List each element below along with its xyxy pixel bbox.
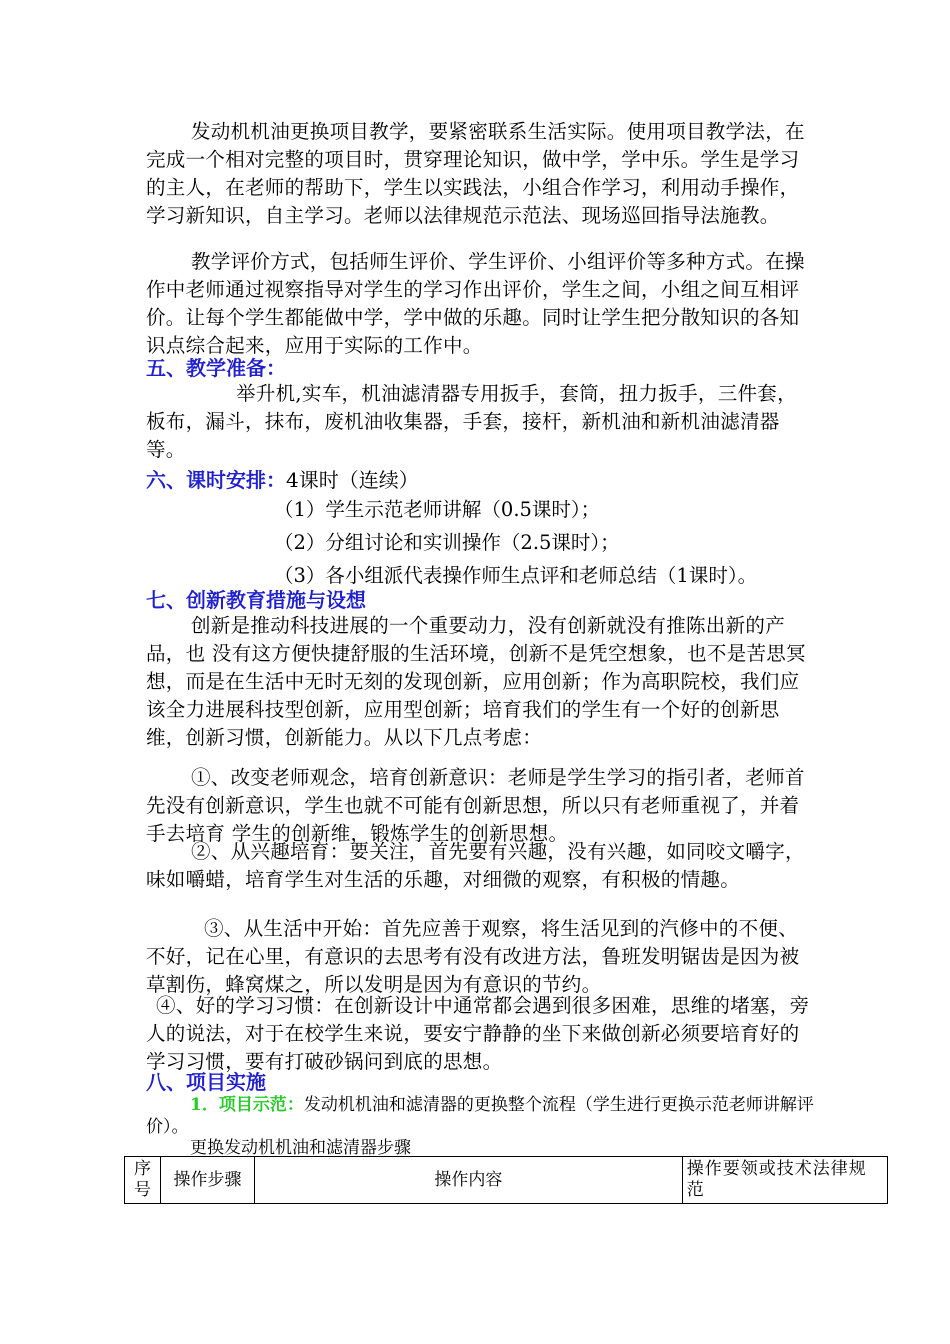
schedule-value: 4课时（连续） [286,468,419,492]
paragraph-point-2: ②、从兴趣培育：要关注，首先要有兴趣，没有兴趣，如同咬文嚼字，味如嚼蜡，培育学生对生活的乐趣，对细微的观察，有积极的情趣。 [146,840,805,891]
table-header-row [125,1157,888,1204]
project-demo-label: 1．项目示范： [190,1095,304,1115]
schedule-item-1: （1）学生示范老师讲解（0.5课时）； [274,498,601,521]
paragraph-point-3: ③、从生活中开始：首先应善于观察，将生活见到的汽修中的不便、不好，记在心里，有意识的去思考有没有改进方法，鲁班发明锯齿是因为被草割伤，蜂窝煤之，所以发明是因为有意识的节约。 [146,917,800,996]
heading-teaching-preparation: 五、教学准备： [146,356,286,380]
header-content: 操作内容 [254,1157,682,1204]
schedule-item-3: （3）各小组派代表操作师生点评和老师总结（1课时）。 [274,564,758,587]
paragraph-point-4: ④、好的学习习惯：在创新设计中通常都会遇到很多困难，思维的堵塞，旁人的说法，对于在校学生来说，要安宁静静的坐下来做创新必须要培育好的学习习惯，要有打破砂锅问到底的思想。 [146,994,810,1073]
paragraph-point-1: ①、改变老师观念，培育创新意识：老师是学生学习的指引者，老师首先没有创新意识，学生也就不可能有创新思想，所以只有老师重视了，并着手去培育 学生的创新维，锻炼学生的创新思想。 [146,766,805,845]
heading-schedule: 六、课时安排：4课时（连续） [146,468,419,492]
paragraph-preparation: 举升机,实车，机油滤清器专用扳手，套筒，扭力扳手，三件套，板布，漏斗，抹布，废机油收集器，手套，接杆，新机油和新机油滤清器等。 [146,382,797,461]
header-step: 操作步骤 [161,1157,255,1204]
project-demo: 1．项目示范：发动机机油和滤清器的更换整个流程（学生进行更换示范老师讲解评价）。 [146,1095,814,1137]
header-spec: 操作要领或技术法律规范 [682,1157,887,1204]
paragraph-project-teaching: 发动机机油更换项目教学，要紧密联系生活实际。使用项目教学法，在完成一个相对完整的项目时，贯穿理论知识，做中学，学中乐。学生是学习的主人，在老师的帮助下，学生以实践法，小组合作学习，利用动手操作，学习新知识，自主学习。老师以法律规范示范法、现场巡回指导法施教。 [146,120,805,227]
paragraph-evaluation: 教学评价方式，包括师生评价、学生评价、小组评价等多种方式。在操作中老师通过视察指导对学生的学习作出评价，学生之间，小组之间互相评价。让每个学生都能做中学，学中做的乐趣。同时让学生把分散知识的各知识点综合起来，应用于实际的工作中。 [146,250,805,357]
steps-table [124,1156,888,1204]
schedule-item-2: （2）分组讨论和实训操作（2.5课时）； [274,531,620,554]
heading-implementation: 八、项目实施 [146,1070,266,1094]
table-caption: 更换发动机机油和滤清器步骤 [190,1138,411,1158]
paragraph-innovation-intro: 创新是推动科技进展的一个重要动力，没有创新就没有推陈出新的产品，也 没有这方便快捷舒服的生活环境，创新不是凭空想象，也不是苦思冥想，而是在生活中无时无刻的发现创新，应用创新；作为高职院校，我们应该全力进展科技型创新，应用型创新；培育我们的学生有一个好的创新思维，创新习惯，创新能力。从以下几点考虑： [146,614,806,749]
header-index: 序号 [125,1157,161,1204]
heading-innovation: 七、创新教育措施与设想 [146,588,366,612]
